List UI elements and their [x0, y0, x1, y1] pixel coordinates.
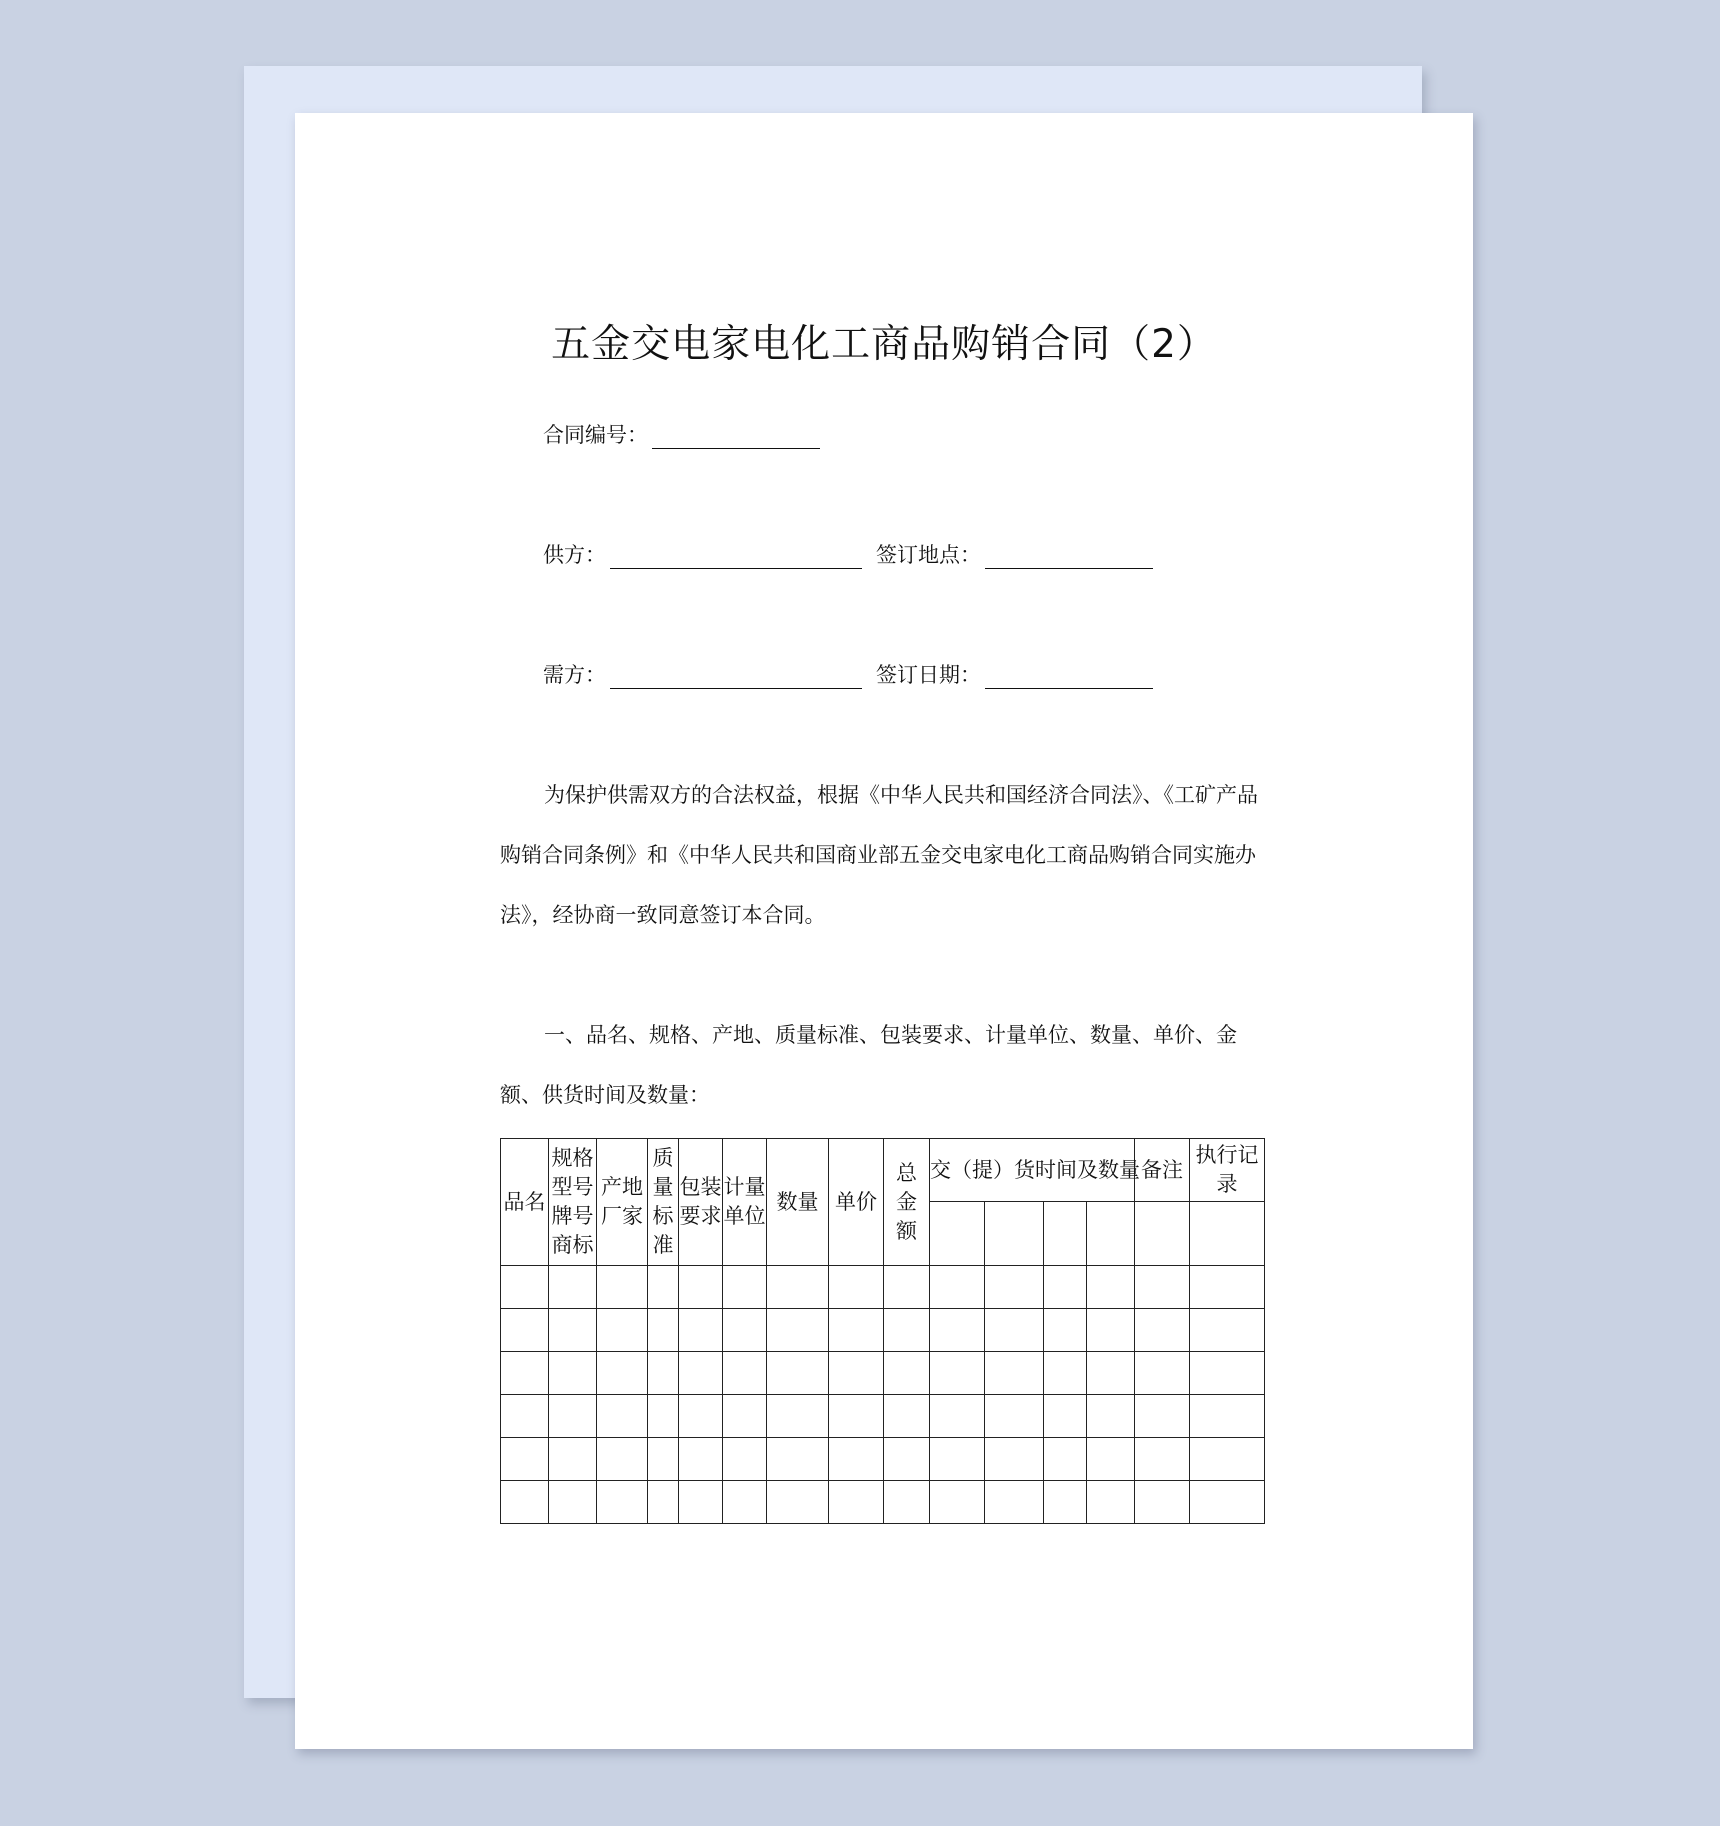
- supplier-label: 供方：: [543, 543, 606, 567]
- table-cell[interactable]: [1087, 1352, 1135, 1395]
- table-cell[interactable]: [930, 1438, 985, 1481]
- table-cell[interactable]: [1135, 1352, 1190, 1395]
- table-cell[interactable]: [767, 1395, 829, 1438]
- table-cell[interactable]: [501, 1395, 549, 1438]
- table-cell[interactable]: [723, 1266, 767, 1309]
- remarks-cell[interactable]: [1135, 1202, 1190, 1266]
- table-cell[interactable]: [1087, 1266, 1135, 1309]
- table-cell[interactable]: [679, 1352, 723, 1395]
- document-title: 五金交电家电化工商品购销合同（2）: [551, 322, 1217, 367]
- delivery-cell[interactable]: [985, 1202, 1044, 1266]
- header-spec: 规格 型号 牌号 商标: [549, 1139, 597, 1266]
- sign-place-blank[interactable]: [985, 546, 1153, 569]
- table-cell[interactable]: [501, 1309, 549, 1352]
- sign-place-label: 签订地点：: [876, 543, 981, 567]
- header-quantity: 数量: [767, 1139, 829, 1266]
- table-cell[interactable]: [549, 1352, 597, 1395]
- table-cell[interactable]: [930, 1352, 985, 1395]
- table-cell[interactable]: [1087, 1309, 1135, 1352]
- delivery-cell[interactable]: [1087, 1202, 1135, 1266]
- table-cell[interactable]: [884, 1266, 930, 1309]
- table-row: [501, 1266, 1265, 1309]
- table-cell[interactable]: [549, 1266, 597, 1309]
- table-cell[interactable]: [884, 1309, 930, 1352]
- header-packing: 包装 要求: [679, 1139, 723, 1266]
- table-cell[interactable]: [679, 1309, 723, 1352]
- table-cell[interactable]: [679, 1481, 723, 1524]
- table-cell[interactable]: [549, 1309, 597, 1352]
- table-cell[interactable]: [679, 1266, 723, 1309]
- table-cell[interactable]: [1044, 1309, 1087, 1352]
- table-cell[interactable]: [597, 1266, 648, 1309]
- table-cell[interactable]: [985, 1438, 1044, 1481]
- header-unit: 计量 单位: [723, 1139, 767, 1266]
- table-cell[interactable]: [829, 1352, 884, 1395]
- table-cell[interactable]: [1087, 1481, 1135, 1524]
- table-cell[interactable]: [1135, 1395, 1190, 1438]
- table-row: [501, 1352, 1265, 1395]
- header-delivery: 交（提）货时间及数量: [930, 1139, 1135, 1202]
- header-origin: 产地 厂家: [597, 1139, 648, 1266]
- table-cell[interactable]: [884, 1438, 930, 1481]
- table-cell[interactable]: [1044, 1395, 1087, 1438]
- table-cell[interactable]: [829, 1438, 884, 1481]
- table-cell[interactable]: [829, 1309, 884, 1352]
- header-execution: 执行记 录: [1190, 1139, 1265, 1202]
- table-cell[interactable]: [985, 1481, 1044, 1524]
- table-row: [501, 1395, 1265, 1438]
- table-cell[interactable]: [597, 1395, 648, 1438]
- table-cell[interactable]: [648, 1395, 679, 1438]
- table-cell[interactable]: [723, 1395, 767, 1438]
- table-cell[interactable]: [648, 1438, 679, 1481]
- table-cell[interactable]: [549, 1481, 597, 1524]
- header-unit-price: 单价: [829, 1139, 884, 1266]
- table-cell[interactable]: [1190, 1309, 1265, 1352]
- table-cell[interactable]: [985, 1266, 1044, 1309]
- table-cell[interactable]: [1044, 1438, 1087, 1481]
- table-cell[interactable]: [1087, 1438, 1135, 1481]
- table-cell[interactable]: [723, 1438, 767, 1481]
- table-cell[interactable]: [549, 1438, 597, 1481]
- table-cell[interactable]: [1190, 1438, 1265, 1481]
- table-cell[interactable]: [679, 1395, 723, 1438]
- delivery-cell[interactable]: [1044, 1202, 1087, 1266]
- table-cell[interactable]: [829, 1481, 884, 1524]
- table-cell[interactable]: [767, 1438, 829, 1481]
- header-quality: 质 量 标 准: [648, 1139, 679, 1266]
- table-cell[interactable]: [767, 1309, 829, 1352]
- table-cell[interactable]: [501, 1266, 549, 1309]
- sign-date-label: 签订日期：: [876, 663, 981, 687]
- header-remarks: 备注: [1135, 1139, 1190, 1202]
- table-cell[interactable]: [829, 1395, 884, 1438]
- header-total: 总 金 额: [884, 1139, 930, 1266]
- table-cell[interactable]: [597, 1438, 648, 1481]
- table-cell[interactable]: [597, 1309, 648, 1352]
- document-page: [295, 113, 1473, 1749]
- table-cell[interactable]: [829, 1266, 884, 1309]
- table-cell[interactable]: [884, 1395, 930, 1438]
- table-cell[interactable]: [1044, 1481, 1087, 1524]
- table-cell[interactable]: [985, 1309, 1044, 1352]
- execution-cell[interactable]: [1190, 1202, 1265, 1266]
- table-cell[interactable]: [597, 1481, 648, 1524]
- table-cell[interactable]: [930, 1481, 985, 1524]
- contract-number-row: [543, 419, 834, 449]
- delivery-cell[interactable]: [930, 1202, 985, 1266]
- table-cell[interactable]: [549, 1395, 597, 1438]
- table-cell[interactable]: [930, 1266, 985, 1309]
- table-cell[interactable]: [501, 1352, 549, 1395]
- table-cell[interactable]: [648, 1352, 679, 1395]
- goods-table: [500, 1138, 1265, 1524]
- table-cell[interactable]: [723, 1309, 767, 1352]
- table-cell[interactable]: [930, 1309, 985, 1352]
- intro-paragraph: 为保护供需双方的合法权益，根据《中华人民共和国经济合同法》、《工矿产品购销合同条例》和《中华人民共和国商业部五金交电家电化工商品购销合同实施办法》，经协商一致同意签订本合同。: [500, 783, 1258, 927]
- table-cell[interactable]: [1044, 1352, 1087, 1395]
- section-one-heading: 一、品名、规格、产地、质量标准、包装要求、计量单位、数量、单价、金额、供货时间及数量：: [500, 1023, 1237, 1107]
- table-cell[interactable]: [648, 1309, 679, 1352]
- table-cell[interactable]: [1044, 1266, 1087, 1309]
- supplier-row: [543, 539, 1167, 569]
- contract-number-label: 合同编号：: [543, 423, 648, 447]
- table-cell[interactable]: [1087, 1395, 1135, 1438]
- table-cell[interactable]: [767, 1266, 829, 1309]
- table-header-row: [501, 1139, 1265, 1202]
- table-cell[interactable]: [723, 1481, 767, 1524]
- table-cell[interactable]: [985, 1395, 1044, 1438]
- buyer-row: [543, 659, 1167, 689]
- table-cell[interactable]: [1135, 1438, 1190, 1481]
- table-cell[interactable]: [1190, 1481, 1265, 1524]
- table-cell[interactable]: [767, 1481, 829, 1524]
- table-cell[interactable]: [884, 1481, 930, 1524]
- table-cell[interactable]: [501, 1438, 549, 1481]
- table-cell[interactable]: [1190, 1395, 1265, 1438]
- table-cell[interactable]: [985, 1352, 1044, 1395]
- table-cell[interactable]: [767, 1352, 829, 1395]
- contract-number-blank[interactable]: [652, 426, 820, 449]
- table-row: [501, 1309, 1265, 1352]
- header-name: 品名: [501, 1139, 549, 1266]
- table-row: [501, 1481, 1265, 1524]
- table-cell[interactable]: [648, 1266, 679, 1309]
- table-cell[interactable]: [648, 1481, 679, 1524]
- table-cell[interactable]: [501, 1481, 549, 1524]
- table-cell[interactable]: [679, 1438, 723, 1481]
- table-cell[interactable]: [723, 1352, 767, 1395]
- supplier-blank[interactable]: [610, 546, 862, 569]
- buyer-label: 需方：: [543, 663, 606, 687]
- table-cell[interactable]: [1135, 1481, 1190, 1524]
- buyer-blank[interactable]: [610, 666, 862, 689]
- table-cell[interactable]: [1135, 1309, 1190, 1352]
- table-cell[interactable]: [1190, 1352, 1265, 1395]
- table-cell[interactable]: [930, 1395, 985, 1438]
- table-cell[interactable]: [884, 1352, 930, 1395]
- table-cell[interactable]: [1190, 1266, 1265, 1309]
- sign-date-blank[interactable]: [985, 666, 1153, 689]
- table-cell[interactable]: [597, 1352, 648, 1395]
- table-cell[interactable]: [1135, 1266, 1190, 1309]
- table-row: [501, 1438, 1265, 1481]
- goods-table-container: [500, 1138, 1265, 1524]
